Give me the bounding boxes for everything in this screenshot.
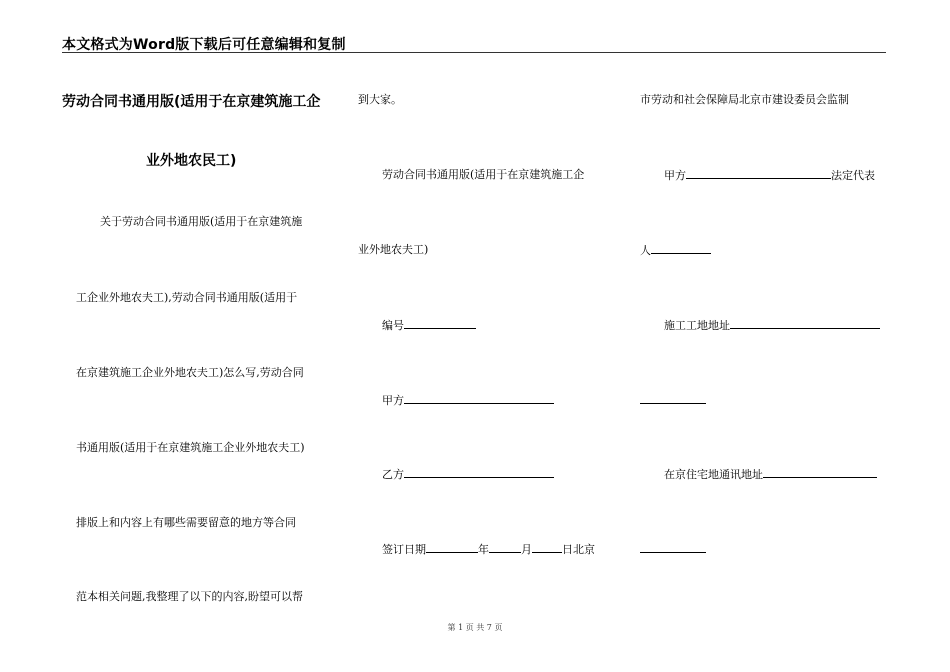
party-a-field: [382, 393, 554, 408]
intro-line-2: 工企业外地农夫工),劳动合同书通用版(适用于: [76, 291, 298, 304]
document-banner: 本文格式为Word版下载后可任意编辑和复制: [62, 37, 346, 53]
intro-line-4: 书通用版(适用于在京建筑施工企业外地农夫工): [76, 441, 305, 454]
site-address-label: 施工工地地址: [664, 319, 730, 332]
supervision-note: 市劳动和社会保障局北京市建设委员会监制: [640, 93, 849, 106]
legal-rep-label-cont: 人: [640, 244, 651, 257]
beijing-address-blank-2: [640, 542, 706, 553]
beijing-address-label: 在京住宅地通讯地址: [664, 468, 763, 481]
intro-line-6: 范本相关问题,我整理了以下的内容,盼望可以帮: [76, 590, 303, 603]
party-a-label: 甲方: [382, 394, 404, 407]
year-blank: [426, 542, 478, 553]
intro-line-5: 排版上和内容上有哪些需要留意的地方等合同: [76, 516, 296, 529]
page-number: 第 1 页 共 7 页: [447, 623, 503, 632]
beijing-address-field: [664, 467, 877, 482]
month-label: 月: [521, 543, 532, 556]
beijing-address-blank: [763, 467, 877, 478]
employer-field: [664, 168, 875, 183]
number-blank: [404, 318, 476, 329]
day-blank: [532, 542, 562, 553]
doc-title-line-1: 劳动合同书通用版(适用于在京建筑施工企: [62, 94, 321, 110]
legal-rep-field: [640, 243, 711, 258]
party-b-field: [382, 467, 554, 482]
month-blank: [489, 542, 521, 553]
sign-date-label: 签订日期: [382, 543, 426, 556]
year-label: 年: [478, 543, 489, 556]
legal-rep-blank: [651, 243, 711, 254]
contract-heading-line-1: 劳动合同书通用版(适用于在京建筑施工企: [382, 168, 585, 181]
party-a-blank: [404, 393, 554, 404]
number-label: 编号: [382, 319, 404, 332]
intro-continuation: 到大家。: [358, 93, 402, 106]
site-address-blank-2: [640, 393, 706, 404]
number-field: [382, 318, 476, 333]
day-place-label: 日北京: [562, 543, 595, 556]
sign-date-field: [382, 542, 595, 557]
party-b-label: 乙方: [382, 468, 404, 481]
beijing-address-continuation: [640, 542, 706, 557]
site-address-field: [664, 318, 880, 333]
site-address-continuation: [640, 393, 706, 408]
intro-line-3: 在京建筑施工企业外地农夫工)怎么写,劳动合同: [76, 366, 304, 379]
legal-rep-label: 法定代表: [831, 169, 875, 182]
intro-line-1: 关于劳动合同书通用版(适用于在京建筑施: [100, 215, 303, 228]
employer-blank: [686, 168, 831, 179]
contract-heading-line-2: 业外地农夫工): [358, 243, 429, 256]
site-address-blank: [730, 318, 880, 329]
employer-label: 甲方: [664, 169, 686, 182]
party-b-blank: [404, 467, 554, 478]
doc-title-line-2: 业外地农民工): [146, 153, 237, 169]
header-rule: [62, 52, 886, 53]
